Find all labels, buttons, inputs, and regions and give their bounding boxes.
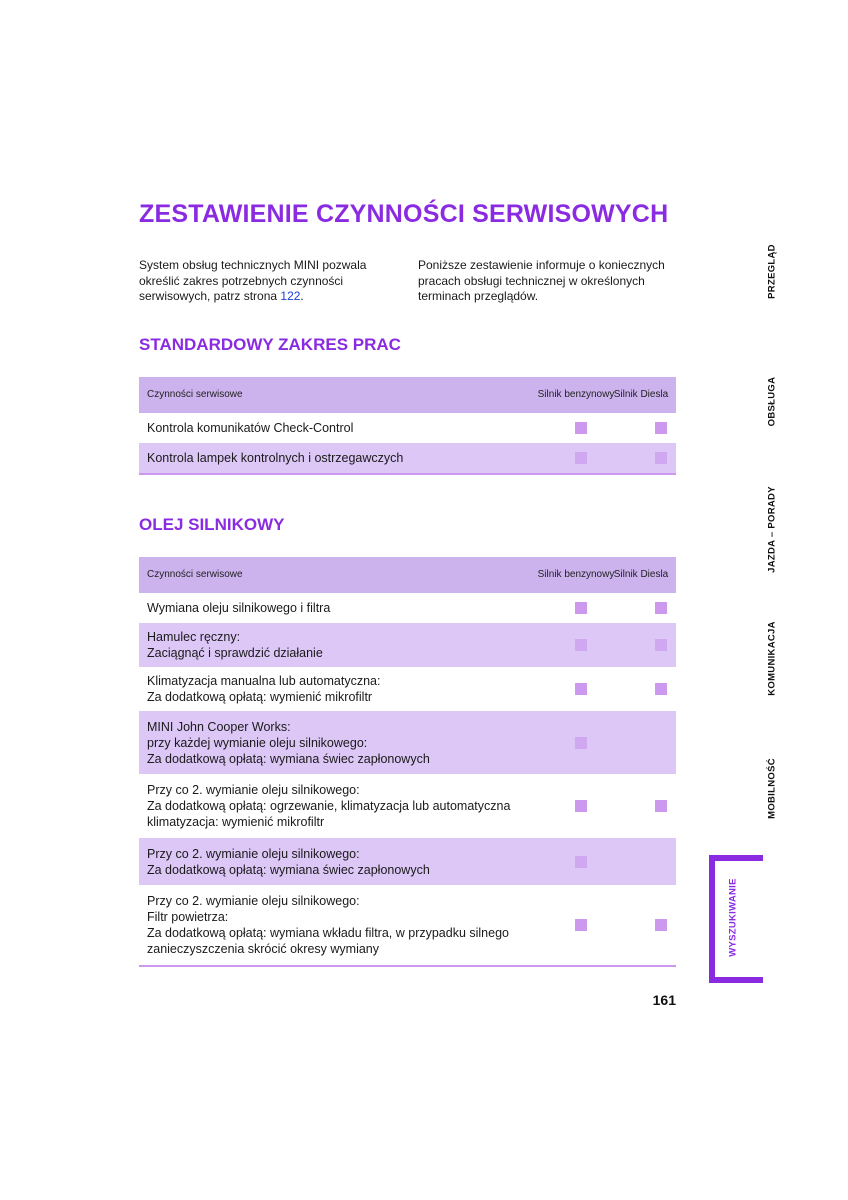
table-row: [139, 413, 676, 443]
row-line: Hamulec ręczny:: [147, 630, 241, 644]
table-standard: [139, 377, 676, 475]
diesel-mark: [655, 800, 667, 812]
row-description: [147, 623, 527, 667]
header-desc: Czynności serwisowe: [147, 389, 243, 400]
page-number: 161: [652, 992, 676, 1008]
diesel-mark: [655, 422, 667, 434]
table-header: [139, 377, 676, 413]
row-line: Wymiana oleju silnikowego i filtra: [147, 601, 331, 615]
petrol-mark: [575, 856, 587, 868]
row-description: [147, 838, 527, 885]
table-row: [139, 838, 676, 885]
petrol-mark: [575, 737, 587, 749]
table-row: [139, 667, 676, 711]
row-line: Filtr powietrza:: [147, 910, 229, 924]
row-line: Przy co 2. wymianie oleju silnikowego:: [147, 783, 360, 797]
page-title: ZESTAWIENIE CZYNNOŚCI SERWISOWYCH: [139, 200, 669, 228]
table-row: [139, 443, 676, 473]
header-diesel: Silnik Diesla: [613, 389, 669, 401]
table-oil: [139, 557, 676, 967]
table-row: [139, 885, 676, 965]
petrol-mark: [575, 683, 587, 695]
petrol-mark: [575, 919, 587, 931]
row-line: Przy co 2. wymianie oleju silnikowego:: [147, 894, 360, 908]
table-row: [139, 593, 676, 623]
table-header: [139, 557, 676, 593]
row-description: [147, 774, 527, 838]
row-line: przy każdej wymianie oleju silnikowego:: [147, 735, 368, 750]
side-tab-jazda-porady[interactable]: JAZDA – PORADY: [766, 486, 778, 573]
petrol-mark: [575, 639, 587, 651]
table-row: [139, 774, 676, 838]
row-line: Za dodatkową opłatą: wymiana świec zapłonowych: [147, 862, 430, 877]
petrol-mark: [575, 422, 587, 434]
diesel-mark: [655, 919, 667, 931]
side-tab-mobilnosc[interactable]: MOBILNOŚĆ: [766, 758, 778, 819]
intro-left-end: .: [300, 289, 304, 303]
diesel-mark: [655, 452, 667, 464]
row-description: [147, 667, 527, 711]
side-tab-obsluga[interactable]: OBSŁUGA: [766, 376, 778, 427]
row-description: [147, 413, 527, 443]
side-tab-komunikacja[interactable]: KOMUNIKACJA: [766, 621, 778, 696]
row-line: Za dodatkową opłatą: wymiana świec zapłonowych: [147, 751, 430, 766]
petrol-mark: [575, 800, 587, 812]
petrol-mark: [575, 602, 587, 614]
diesel-mark: [655, 602, 667, 614]
row-line: Za dodatkową opłatą: wymiana wkładu filtra, w przypadku silnego: [147, 926, 509, 940]
side-tab-wyszukiwanie[interactable]: WYSZUKIWANIE: [727, 878, 739, 957]
header-petrol: Silnik benzynowy: [537, 569, 615, 581]
row-description: [147, 443, 527, 473]
intro-right: Poniższe zestawienie informuje o koniecznych pracach obsługi technicznej w określonych terminach przeglądów.: [418, 258, 665, 303]
header-desc: Czynności serwisowe: [147, 569, 243, 580]
diesel-mark: [655, 683, 667, 695]
table-bottom-rule: [139, 473, 676, 475]
row-line: klimatyzacja: wymienić mikrofiltr: [147, 815, 325, 829]
table-row: [139, 711, 676, 774]
row-line: Za dodatkową opłatą: ogrzewanie, klimatyzacja lub automatyczna: [147, 799, 511, 813]
petrol-mark: [575, 452, 587, 464]
row-line: Za dodatkową opłatą: wymienić mikrofiltr: [147, 690, 373, 704]
row-line: MINI John Cooper Works:: [147, 719, 291, 734]
section-heading-oil: OLEJ SILNIKOWY: [139, 515, 285, 534]
page-reference-link[interactable]: 122: [280, 289, 301, 303]
row-line: Klimatyzacja manualna lub automatyczna:: [147, 674, 381, 688]
header-petrol: Silnik benzynowy: [537, 389, 615, 401]
row-description: [147, 593, 527, 623]
row-description: [147, 885, 527, 965]
row-line: zanieczyszczenia skrócić okresy wymiany: [147, 942, 380, 956]
header-diesel: Silnik Diesla: [613, 569, 669, 581]
row-line: Kontrola lampek kontrolnych i ostrzegawczych: [147, 451, 404, 465]
row-line: Kontrola komunikatów Check-Control: [147, 421, 354, 435]
side-tab-przeglad[interactable]: PRZEGLĄD: [766, 244, 778, 299]
diesel-mark: [655, 639, 667, 651]
row-description: [147, 711, 527, 774]
row-line: Przy co 2. wymianie oleju silnikowego:: [147, 846, 360, 861]
table-row: [139, 623, 676, 667]
row-line: Zaciągnąć i sprawdzić działanie: [147, 646, 323, 660]
intro-left: [139, 258, 389, 305]
section-heading-standard: STANDARDOWY ZAKRES PRAC: [139, 335, 401, 354]
intro-left-text: System obsług technicznych MINI pozwala określić zakres potrzebnych czynności serwisowych, patrz strona: [139, 258, 367, 303]
table-bottom-rule: [139, 965, 676, 967]
